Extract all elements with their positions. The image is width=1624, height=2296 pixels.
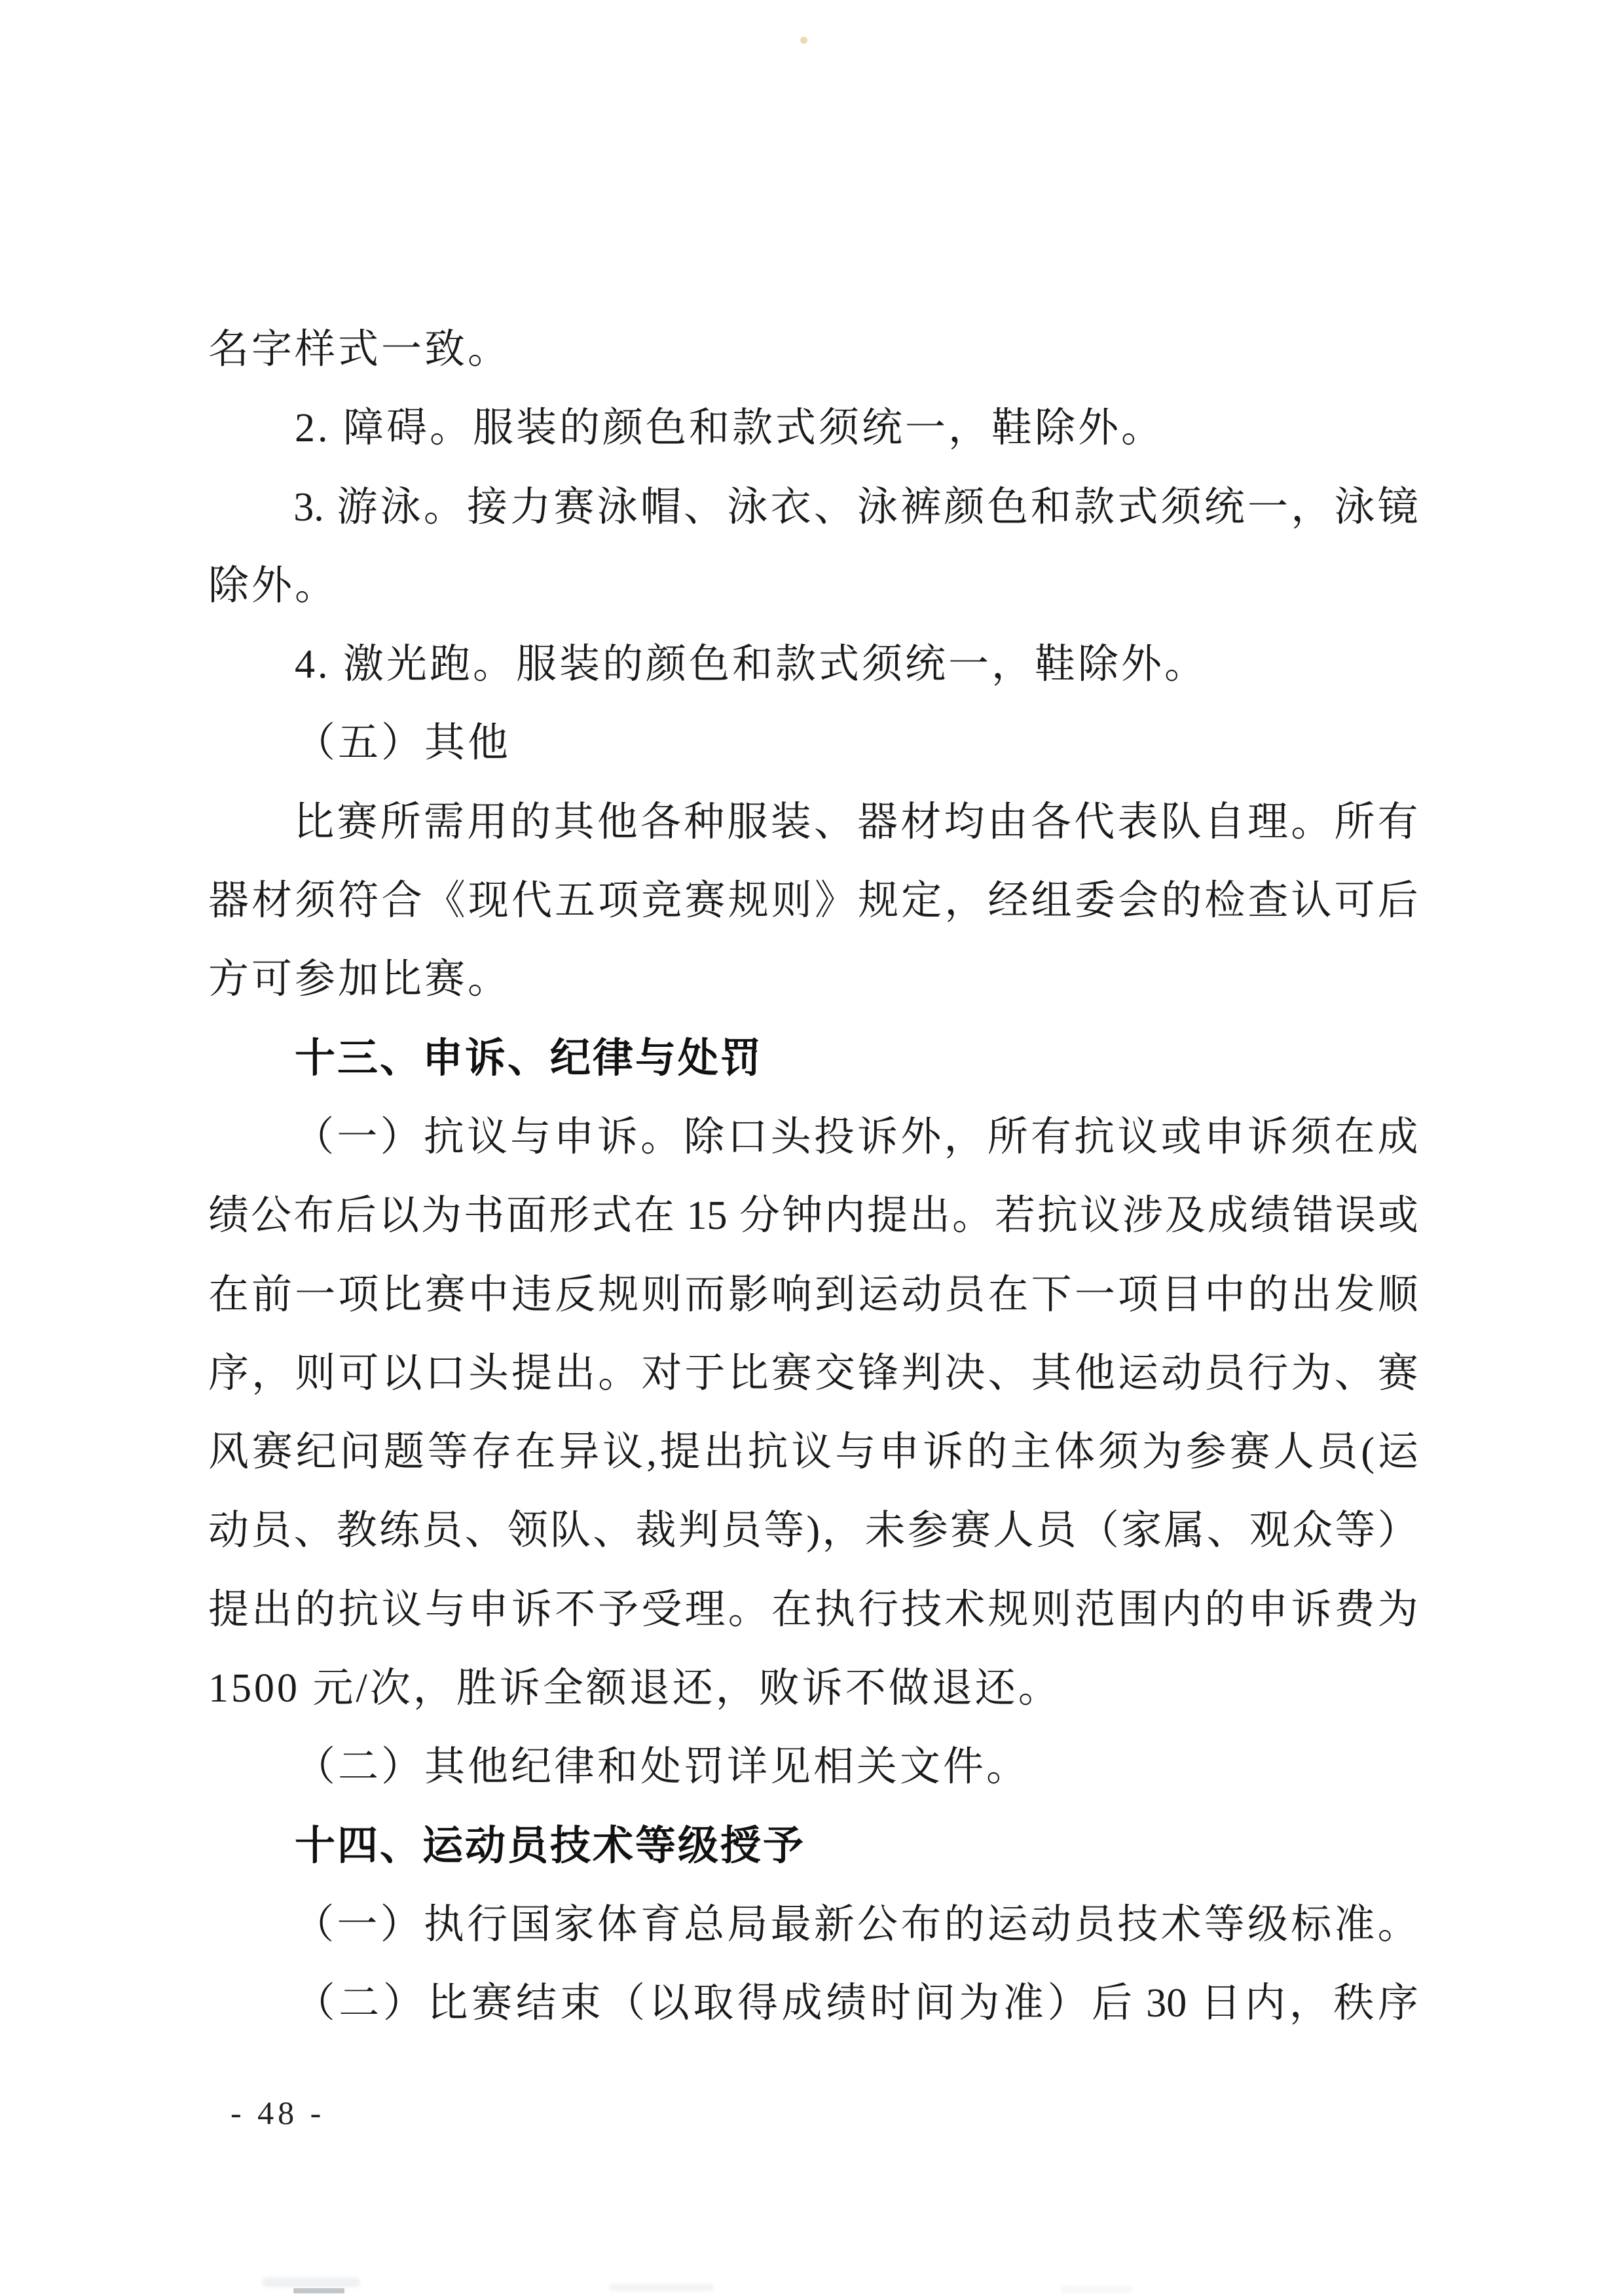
text-line: （ 一 ） 抗 议 与 申 诉 。 除 口 头 投 诉 外 ， 所 有 抗 议 或 申 诉 须 在 成 (293, 1114, 1418, 1159)
text-line: 名字样式一致。 (208, 327, 511, 372)
text-line: （五）其他 (295, 721, 511, 766)
section-heading: 十四、运动员技术等级授予 (295, 1823, 806, 1868)
document-body (208, 310, 1418, 2043)
text-line: 器 材 须 符 合 《 现 代 五 项 竞 赛 规 则 》 规 定 ， 经 组 委 会 的 检 查 认 可 后 (208, 879, 1418, 924)
text-line: 在 前 一 项 比 赛 中 违 反 规 则 而 影 响 到 运 动 员 在 下 一 项 目 中 的 出 发 顺 (208, 1272, 1418, 1317)
scan-smudge (293, 2288, 344, 2293)
text-line: 绩 公 布 后 以 为 书 面 形 式 在 15 分 钟 内 提 出 。 若 抗 议 涉 及 成 绩 错 误 或 (208, 1194, 1418, 1239)
page-number: - 48 - (231, 2094, 325, 2131)
text-line: 3. 游 泳 。 接 力 赛 泳 帽 、 泳 衣 、 泳 裤 颜 色 和 款 式 须 统 一 ， 泳 镜 (293, 484, 1418, 530)
text-line: 比 赛 所 需 用 的 其 他 各 种 服 装 、 器 材 均 由 各 代 表 队 自 理 。 所 有 (293, 799, 1418, 845)
text-line: 除外。 (208, 563, 339, 608)
scan-smudge (262, 2277, 360, 2287)
scan-speck (800, 37, 807, 44)
scan-smudge (1061, 2286, 1133, 2293)
text-line: （ 二 ） 比 赛 结 束 （ 以 取 得 成 绩 时 间 为 准 ） 后 30 日 内 ， 秩 序 (294, 1981, 1418, 2026)
text-line: 提 出 的 抗 议 与 申 诉 不 予 受 理 。 在 执 行 技 术 规 则 范 围 内 的 申 诉 费 为 (208, 1587, 1418, 1632)
text-line: （ 一 ） 执 行 国 家 体 育 总 局 最 新 公 布 的 运 动 员 技 术 等 级 标 准 。 (293, 1902, 1418, 1947)
text-line: （二）其他纪律和处罚详见相关文件。 (295, 1745, 1030, 1790)
text-line: 方可参加比赛。 (208, 957, 511, 1002)
scan-smudge (609, 2284, 714, 2291)
text-line: 序 ， 则 可 以 口 头 提 出 。 对 于 比 赛 交 锋 判 决 、 其 他 运 动 员 行 为 、 赛 (208, 1351, 1418, 1396)
text-line: 风 赛 纪 问 题 等 存 在 异 议 , 提 出 抗 议 与 申 诉 的 主 体 须 为 参 赛 人 员 ( 运 (208, 1430, 1418, 1475)
text-line: 4. 激光跑。服装的颜色和款式须统一，鞋除外。 (295, 642, 1208, 687)
section-heading: 十三、申诉、纪律与处罚 (295, 1035, 764, 1081)
text-line: 1500 元/次，胜诉全额退还，败诉不做退还。 (208, 1666, 1061, 1711)
text-line: 动 员 、 教 练 员 、 领 队 、 裁 判 员 等 ) ， 未 参 赛 人 员 （ 家 属 、 观 众 等 ） (208, 1508, 1418, 1554)
text-line: 2. 障碍。服装的颜色和款式须统一，鞋除外。 (295, 406, 1165, 451)
